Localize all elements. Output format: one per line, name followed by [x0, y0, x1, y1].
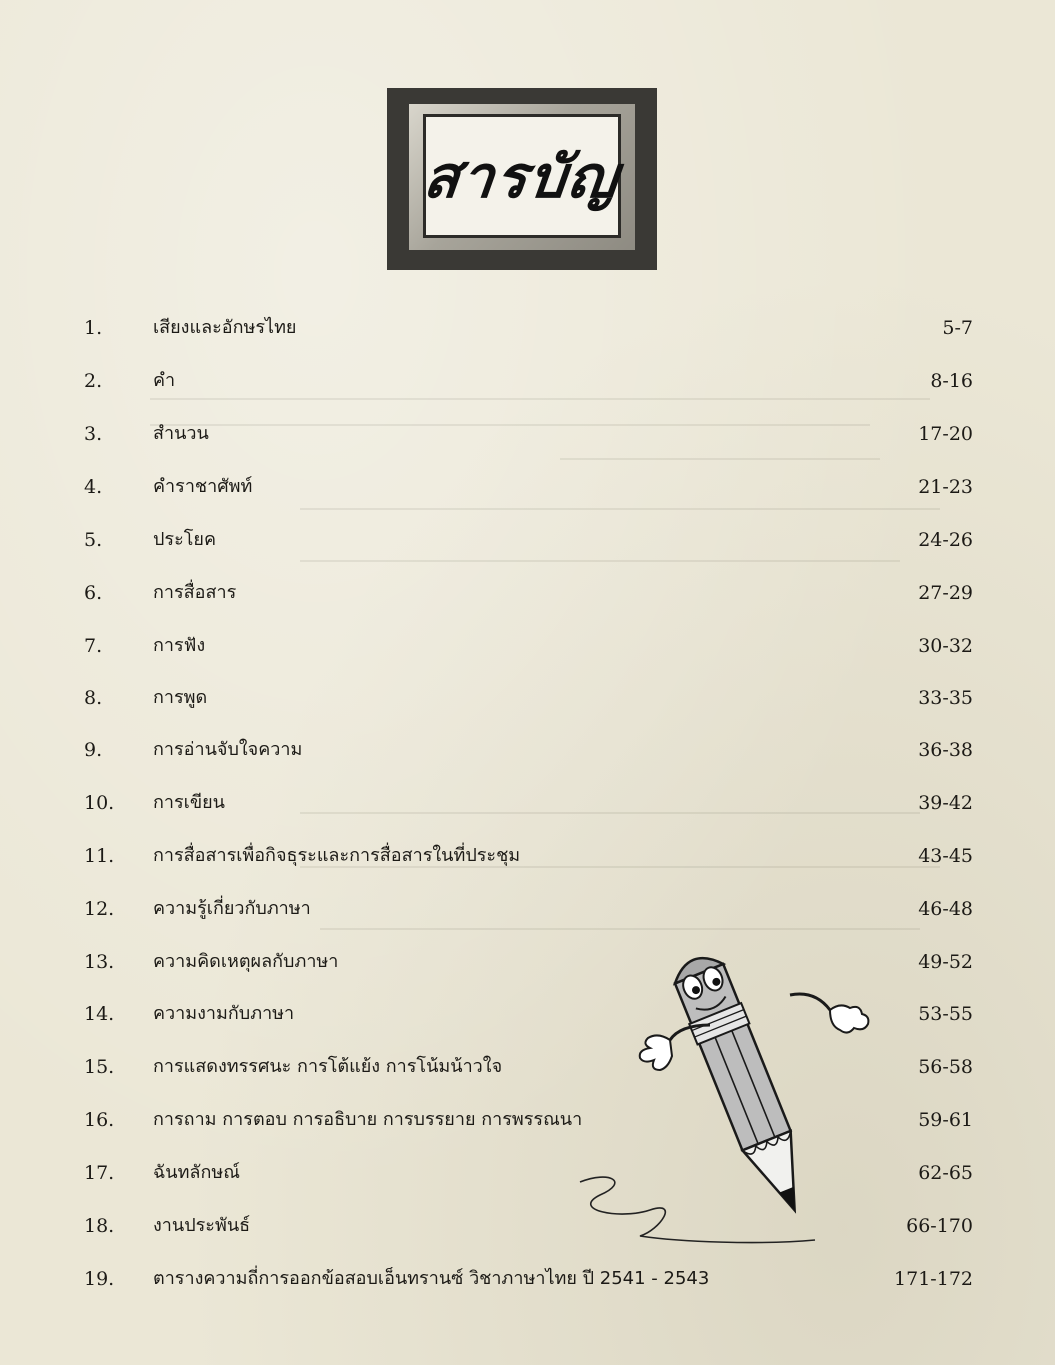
toc-title: การสื่อสารเพื่อกิจธุระและการสื่อสารในที่ประชุม: [153, 845, 521, 866]
toc-row: [0, 1052, 1055, 1082]
pencil-mascot-illustration: [560, 920, 890, 1260]
toc-title: ความรู้เกี่ยวกับภาษา: [153, 898, 311, 919]
toc-row: [0, 999, 1055, 1029]
toc-pages: 21-23: [918, 476, 973, 498]
toc-number: 8.: [84, 687, 103, 709]
toc-number: 11.: [84, 845, 115, 867]
toc-pages: 24-26: [918, 529, 973, 551]
toc-title: การฟัง: [153, 635, 206, 656]
toc-title: การอ่านจับใจความ: [153, 739, 303, 760]
toc-number: 3.: [84, 423, 103, 445]
toc-title: ความงามกับภาษา: [153, 1003, 295, 1024]
toc-row: [0, 1158, 1055, 1188]
toc-row: [0, 525, 1055, 555]
toc-title: งานประพันธ์: [153, 1215, 251, 1236]
toc-pages: 53-55: [918, 1003, 973, 1025]
toc-number: 18.: [84, 1215, 115, 1237]
toc-row: [0, 1105, 1055, 1135]
toc-number: 7.: [84, 635, 103, 657]
toc-pages: 36-38: [918, 739, 973, 761]
toc-pages: 171-172: [894, 1268, 973, 1290]
toc-pages: 17-20: [918, 423, 973, 445]
toc-number: 14.: [84, 1003, 115, 1025]
toc-row: [0, 1211, 1055, 1241]
toc-row: [0, 894, 1055, 924]
toc-row: [0, 631, 1055, 661]
toc-pages: 62-65: [918, 1162, 973, 1184]
toc-pages: 46-48: [918, 898, 973, 920]
toc-number: 2.: [84, 370, 103, 392]
toc-row: [0, 683, 1055, 713]
toc-pages: 5-7: [942, 317, 973, 339]
toc-title: ฉันทลักษณ์: [153, 1162, 240, 1183]
toc-title: ความคิดเหตุผลกับภาษา: [153, 951, 339, 972]
toc-title: คำราชาศัพท์: [153, 476, 253, 497]
hand-right: [830, 1005, 868, 1032]
toc-pages: 27-29: [918, 582, 973, 604]
toc-number: 10.: [84, 792, 115, 814]
toc-number: 16.: [84, 1109, 115, 1131]
page-title: สารบัญ: [420, 142, 624, 211]
toc-pages: 30-32: [918, 635, 973, 657]
toc-pages: 59-61: [918, 1109, 973, 1131]
toc-pages: 33-35: [918, 687, 973, 709]
toc-number: 19.: [84, 1268, 115, 1290]
toc-title: สำนวน: [153, 423, 209, 444]
toc-pages: 66-170: [906, 1215, 973, 1237]
toc-title: การเขียน: [153, 792, 225, 813]
toc-title: ประโยค: [153, 529, 217, 550]
toc-number: 1.: [84, 317, 103, 339]
toc-number: 4.: [84, 476, 103, 498]
toc-number: 15.: [84, 1056, 115, 1078]
toc-row: [0, 472, 1055, 502]
toc-title: การสื่อสาร: [153, 582, 237, 603]
toc-title: เสียงและอักษรไทย: [153, 317, 297, 338]
toc-number: 6.: [84, 582, 103, 604]
toc-row: [0, 313, 1055, 343]
toc-row: [0, 366, 1055, 396]
toc-title: ตารางความถี่การออกข้อสอบเอ็นทรานซ์ วิชาภาษาไทย ปี 2541 - 2543: [153, 1268, 710, 1289]
toc-number: 5.: [84, 529, 103, 551]
toc-row: [0, 788, 1055, 818]
arm-right: [790, 994, 830, 1010]
toc-number: 17.: [84, 1162, 115, 1184]
toc-pages: 49-52: [918, 951, 973, 973]
toc-row: [0, 841, 1055, 871]
toc-row: [0, 1264, 1055, 1294]
toc-pages: 56-58: [918, 1056, 973, 1078]
toc-number: 13.: [84, 951, 115, 973]
toc-row: [0, 419, 1055, 449]
toc-row: [0, 735, 1055, 765]
toc-number: 12.: [84, 898, 115, 920]
toc-title: การแสดงทรรศนะ การโต้แย้ง การโน้มน้าวใจ: [153, 1056, 503, 1077]
toc-pages: 8-16: [930, 370, 973, 392]
toc-title: คำ: [153, 370, 176, 391]
toc-row: [0, 578, 1055, 608]
toc-pages: 39-42: [918, 792, 973, 814]
toc-title: การถาม การตอบ การอธิบาย การบรรยาย การพรรณนา: [153, 1109, 583, 1130]
toc-number: 9.: [84, 739, 103, 761]
toc-row: [0, 947, 1055, 977]
toc-title: การพูด: [153, 687, 208, 708]
hand-left: [640, 1035, 672, 1070]
toc-pages: 43-45: [918, 845, 973, 867]
